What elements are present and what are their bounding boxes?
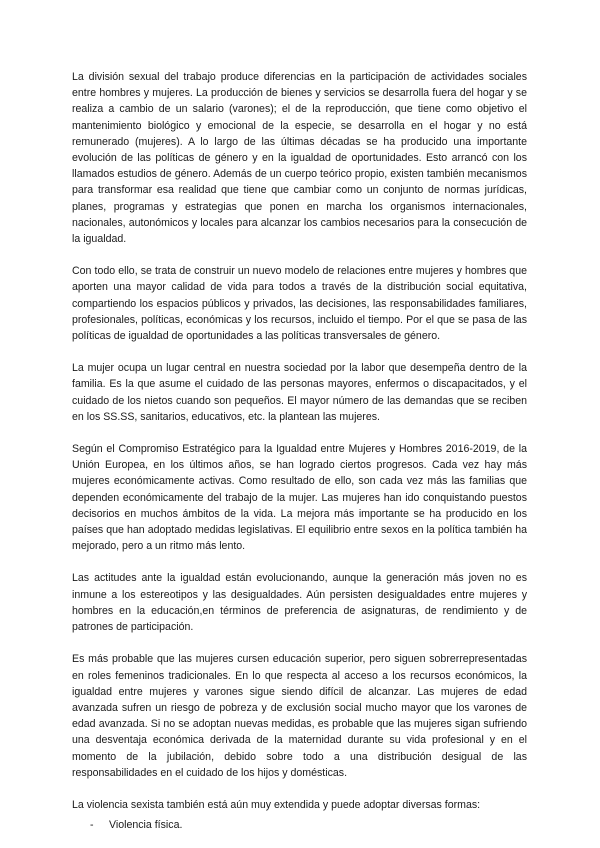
paragraph-mujer-familia: La mujer ocupa un lugar central en nuestra sociedad por la labor que desempeña dentro de la familia. Es la que asume el cuidado de las personas mayores, enfermos o discapacitados, y el cuidado de los nietos cuando son pequeños. El mayor número de las demandas que se reciben en los SS.SS, sanitarios, educativos, etc. la plantean las mujeres.	[72, 362, 527, 423]
paragraph-educacion-superior: Es más probable que las mujeres cursen educación superior, pero siguen sobrerrepresentadas en roles femeninos tradicionales. En lo que respecta al acceso a los recursos económicos, la igualdad entre mujeres y varones sigue siendo difícil de alcanzar. Las mujeres de edad avanzada sufren un riesgo de pobreza y de exclusión social mucho mayor que los varones de edad avanzada. Si no se adoptan nuevas medidas, es probable que las mujeres sigan sufriendo una desventaja económica derivada de la maternidad durante su vida profesional y en el momento de la jubilación, debido sobre todo a una distribución desigual de las responsabilidades en el cuidado de los hijos y domésticas.	[72, 653, 527, 779]
dash-bullet: -	[90, 819, 94, 832]
list-item-text: Violencia física.	[109, 819, 183, 832]
violence-forms-list	[72, 817, 527, 833]
paragraph-compromiso-estrategico: Según el Compromiso Estratégico para la Igualdad entre Mujeres y Hombres 2016-2019, de la Unión Europea, en los últimos años, se han logrado ciertos progresos. Cada vez hay más mujeres económicamente activas. Como resultado de ello, son cada vez más las familias que dependen económicamente del trabajo de la mujer. Las mujeres han ido conquistando puestos decisorios en muchos ámbitos de la vida. La mejora más importante se ha producido en los países que han adoptado medidas legislativas. El equilibrio entre sexos en la política también ha mejorado, pero a un ritmo más lento.	[72, 443, 527, 553]
paragraph-actitudes: Las actitudes ante la igualdad están evolucionando, aunque la generación más joven no es inmune a los estereotipos y las desigualdades. Aún persisten desigualdades entre mujeres y hombres en la educación,en términos de preferencia de asignaturas, de rendimiento y de patrones de participación.	[72, 572, 527, 634]
list-item	[72, 817, 527, 833]
paragraph-violencia-sexista: La violencia sexista también está aún muy extendida y puede adoptar diversas formas:	[72, 798, 481, 811]
document-body	[72, 69, 527, 833]
paragraph-division-sexual: La división sexual del trabajo produce diferencias en la participación de actividades sociales entre hombres y mujeres. La producción de bienes y servicios se desarrolla fuera del hogar y se realiza a cambio de un salario (varones); el de la reproducción, que tiene como objetivo el mantenimiento biológico y emocional de la especie, se desarrolla en el hogar y no está remunerado (mujeres). A lo largo de las últimas décadas se ha producido una importante evolución de las políticas de género y en la igualdad de oportunidades. Esto arrancó con los llamados estudios de género. Además de un cuerpo teórico propio, existen también mecanismos para transformar esa realidad que tiene que cambiar como un conjunto de normas jurídicas, planes, programas y estrategias que ponen en marcha los organismos internacionales, nacionales, autonómicos y locales para alcanzar los cambios necesarios para la consecución de la igualdad.	[72, 71, 527, 246]
paragraph-nuevo-modelo: Con todo ello, se trata de construir un nuevo modelo de relaciones entre mujeres y hombres que aporten una mayor calidad de vida para todos a través de la distribución social equitativa, compartiendo los espacios públicos y privados, las decisiones, las responsabilidades familiares, profesionales, políticas, económicas y los recursos, incluido el tiempo. Por el que se pasa de las políticas de igualdad de oportunidades a las políticas transversales de género.	[72, 265, 527, 343]
